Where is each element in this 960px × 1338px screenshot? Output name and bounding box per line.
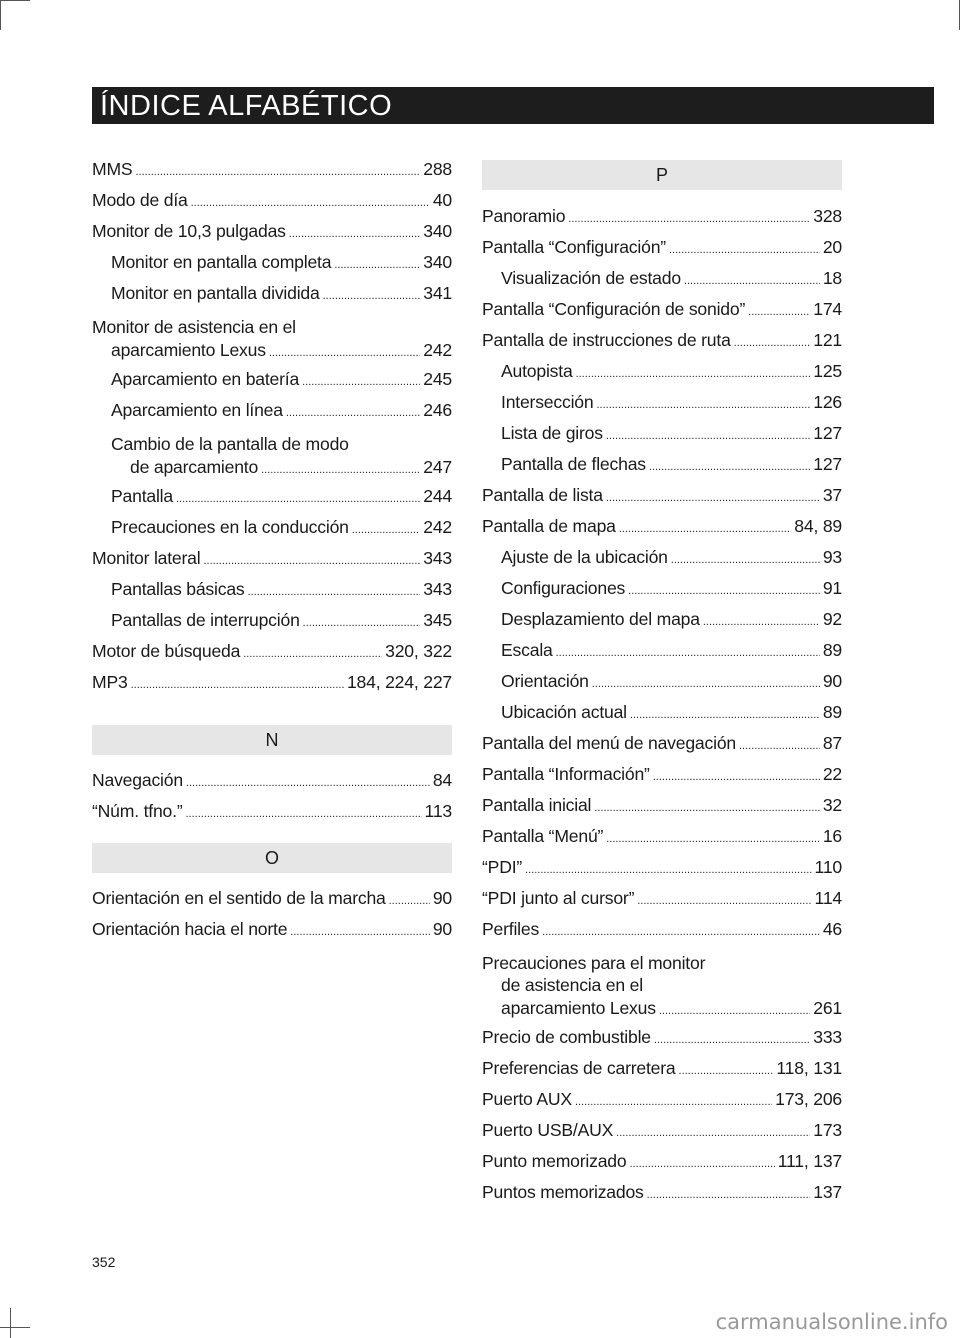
page-number: 352 xyxy=(92,1254,116,1270)
section-header-p: P xyxy=(482,160,842,190)
index-column-right xyxy=(482,155,842,1209)
watermark: carmanualsonline.info xyxy=(715,1310,948,1334)
index-subentry: Lista de giros ..... 127 xyxy=(482,419,842,450)
index-subentry: Pantalla de flechas ..... 127 xyxy=(482,450,842,481)
index-entry: Preferencias de carretera ..... 118, 131 xyxy=(482,1054,842,1085)
index-entry: Monitor lateral ..... 343 xyxy=(92,544,452,575)
index-entry: Orientación en el sentido de la marcha ..... 90 xyxy=(92,884,452,915)
index-entry: “PDI junto al cursor” ..... 114 xyxy=(482,884,842,915)
index-entry: aparcamiento Lexus ..... 261 xyxy=(482,996,842,1023)
page-title: ÍNDICE ALFABÉTICO xyxy=(100,90,393,122)
index-subentry: Desplazamiento del mapa ..... 92 xyxy=(482,605,842,636)
index-entry: Punto memorizado ..... 111, 137 xyxy=(482,1147,842,1178)
index-subentry: Precauciones en la conducción ..... 242 xyxy=(92,513,452,544)
index-subentry: Monitor en pantalla completa ..... 340 xyxy=(92,248,452,279)
index-entry-line: de asistencia en el xyxy=(501,975,643,995)
index-entry: Pantalla de instrucciones de ruta ..... 121 xyxy=(482,326,842,357)
index-subentry: Aparcamiento en batería ..... 245 xyxy=(92,365,452,396)
index-subentry: Autopista ..... 125 xyxy=(482,357,842,388)
index-entry: MP3 ..... 184, 224, 227 xyxy=(92,668,452,699)
header-bar xyxy=(92,87,934,124)
index-subentry: Aparcamiento en línea ..... 246 xyxy=(92,396,452,427)
index-entry: MMS ..... 288 xyxy=(92,155,452,186)
index-entry: “PDI” ..... 110 xyxy=(482,853,842,884)
crop-mark xyxy=(10,1308,11,1338)
section-header-n: N xyxy=(92,725,452,755)
crop-mark xyxy=(0,1327,30,1328)
index-subentry: Escala ..... 89 xyxy=(482,636,842,667)
index-subentry: Configuraciones ..... 91 xyxy=(482,574,842,605)
index-subentry-line: Cambio de la pantalla de modo xyxy=(111,434,349,454)
index-subentry: de aparcamiento ..... 247 xyxy=(92,455,452,482)
index-subentry: Monitor en pantalla dividida ..... 341 xyxy=(92,279,452,310)
index-subentry: Ajuste de la ubicación ..... 93 xyxy=(482,543,842,574)
crop-mark xyxy=(0,0,30,1)
index-entry: Orientación hacia el norte ..... 90 xyxy=(92,915,452,946)
index-subentry: Orientación ..... 90 xyxy=(482,667,842,698)
index-entry: Perfiles ..... 46 xyxy=(482,915,842,946)
index-entry: Pantalla “Información” ..... 22 xyxy=(482,760,842,791)
index-entry: Precio de combustible ..... 333 xyxy=(482,1023,842,1054)
index-entry: Pantalla de lista ..... 37 xyxy=(482,481,842,512)
crop-mark xyxy=(0,0,1,30)
index-entry: Motor de búsqueda ..... 320, 322 xyxy=(92,637,452,668)
index-entry: Puerto AUX ..... 173, 206 xyxy=(482,1085,842,1116)
index-subentry: Pantallas de interrupción ..... 345 xyxy=(92,606,452,637)
index-entry: Pantalla de mapa ..... 84, 89 xyxy=(482,512,842,543)
index-entry: Navegación ..... 84 xyxy=(92,766,452,797)
index-subentry: Ubicación actual ..... 89 xyxy=(482,698,842,729)
index-entry: Pantalla “Configuración” ..... 20 xyxy=(482,233,842,264)
index-entry: Pantalla inicial ..... 32 xyxy=(482,791,842,822)
index-entry: Puerto USB/AUX ..... 173 xyxy=(482,1116,842,1147)
index-subentry: Pantallas básicas ..... 343 xyxy=(92,575,452,606)
index-subentry: Intersección ..... 126 xyxy=(482,388,842,419)
index-entry: Panoramio ..... 328 xyxy=(482,202,842,233)
index-subentry: Pantalla ..... 244 xyxy=(92,482,452,513)
index-entry: Pantalla del menú de navegación ..... 87 xyxy=(482,729,842,760)
index-entry: Puntos memorizados ..... 137 xyxy=(482,1178,842,1209)
index-entry-line: Monitor de asistencia en el xyxy=(92,317,296,337)
index-entry: Pantalla “Configuración de sonido” ..... 174 xyxy=(482,295,842,326)
index-entry: Monitor de 10,3 pulgadas ..... 340 xyxy=(92,217,452,248)
index-entry: Modo de día ..... 40 xyxy=(92,186,452,217)
section-header-o: O xyxy=(92,843,452,873)
index-column-left xyxy=(92,155,452,946)
index-entry-line: Precauciones para el monitor xyxy=(482,953,706,973)
index-entry: “Núm. tfno.” ..... 113 xyxy=(92,797,452,828)
index-entry: Pantalla “Menú” ..... 16 xyxy=(482,822,842,853)
index-subentry: Visualización de estado ..... 18 xyxy=(482,264,842,295)
index-entry: aparcamiento Lexus ..... 242 xyxy=(92,338,452,365)
